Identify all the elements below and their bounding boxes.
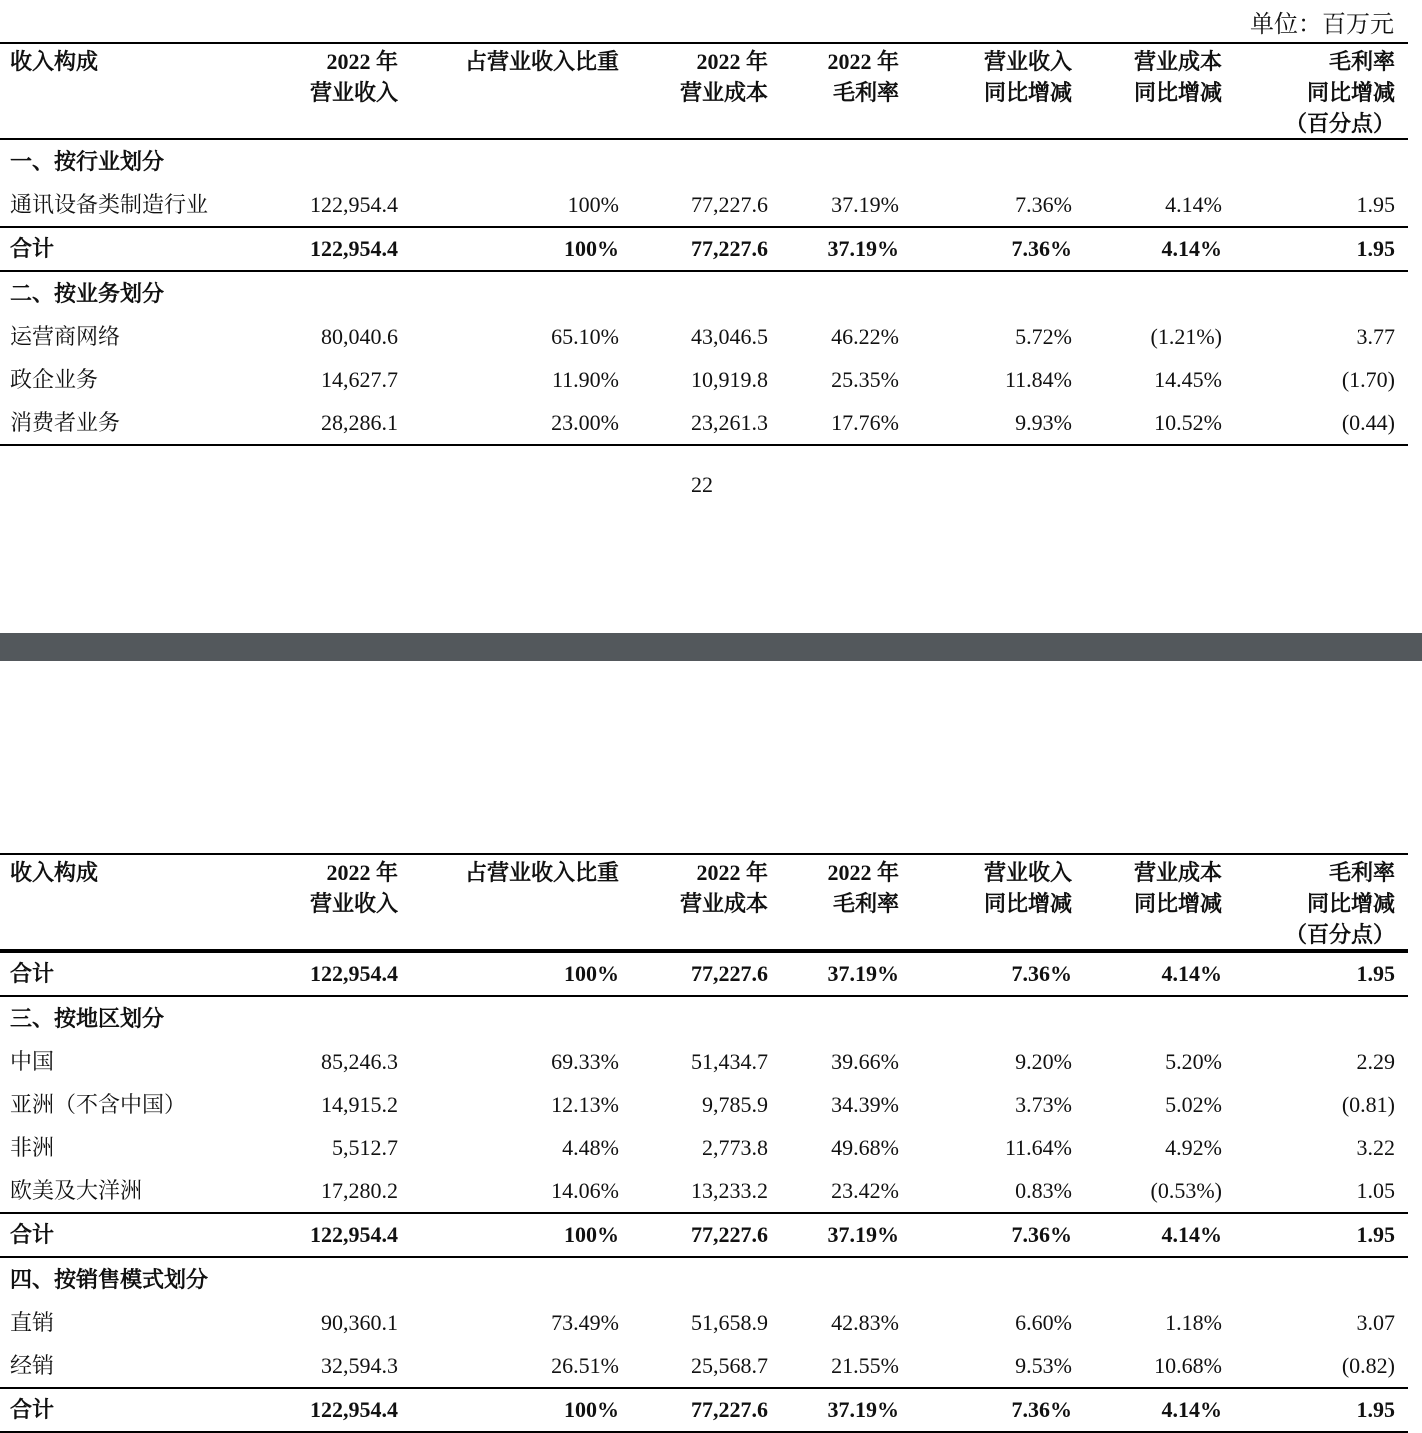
cell-revenue-yoy: 9.20% xyxy=(1015,1049,1072,1074)
cell-category: 运营商网络 xyxy=(10,324,121,349)
cell-gross-margin-yoy: 1.95 xyxy=(1356,236,1395,261)
cell-revenue-yoy: 9.93% xyxy=(1015,410,1072,435)
cell-category: 合计 xyxy=(10,1397,55,1422)
cell-category: 合计 xyxy=(10,236,55,261)
cell-cost-yoy: 4.14% xyxy=(1161,1397,1222,1422)
cell-cost-yoy: 4.14% xyxy=(1165,192,1222,217)
cell-revenue-yoy: 0.83% xyxy=(1015,1178,1072,1203)
table-row xyxy=(0,183,1408,226)
cell-revenue-yoy: 9.53% xyxy=(1015,1353,1072,1378)
cell-gross-margin-yoy: (1.70) xyxy=(1341,367,1395,392)
cell-revenue-yoy: 11.84% xyxy=(1004,367,1072,392)
cell-revenue-2022: 28,286.1 xyxy=(321,410,398,435)
cell-category: 欧美及大洋洲 xyxy=(10,1178,143,1203)
cell-cost-yoy: 10.68% xyxy=(1154,1353,1222,1378)
header-revenue-share xyxy=(465,46,619,77)
table-row xyxy=(0,1169,1408,1212)
header-gross-margin-yoy xyxy=(1285,46,1395,139)
cell-revenue-share: 65.10% xyxy=(551,324,619,349)
total-row xyxy=(0,1387,1408,1433)
cell-category: 经销 xyxy=(10,1353,55,1378)
cell-revenue-yoy: 11.64% xyxy=(1004,1135,1072,1160)
header-line: 营业收入 xyxy=(309,891,398,916)
cell-revenue-share: 23.00% xyxy=(551,410,619,435)
cell-cost-yoy: (1.21%) xyxy=(1150,324,1222,349)
cell-revenue-share: 100% xyxy=(567,192,619,217)
cell-revenue-share: 11.90% xyxy=(551,367,619,392)
cell-revenue-share: 100% xyxy=(564,1222,619,1247)
table-row xyxy=(0,401,1408,446)
cell-gross-margin-yoy: 1.95 xyxy=(1356,1222,1395,1247)
header-line: 2022 年 xyxy=(827,860,899,885)
cell-cost-2022: 77,227.6 xyxy=(691,1222,768,1247)
header-line: 收入构成 xyxy=(10,49,99,74)
header-line: 同比增减 xyxy=(983,80,1072,105)
cell-category: 中国 xyxy=(10,1049,55,1074)
section-row xyxy=(0,140,1408,183)
header-line: 2022 年 xyxy=(827,49,899,74)
cell-revenue-2022: 122,954.4 xyxy=(310,961,398,986)
cell-gross-margin-yoy: 3.07 xyxy=(1356,1310,1395,1335)
header-line: 毛利率 xyxy=(1328,860,1395,885)
cell-revenue-2022: 5,512.7 xyxy=(332,1135,398,1160)
table-body xyxy=(0,951,1408,1433)
cell-revenue-yoy: 7.36% xyxy=(1011,1222,1072,1247)
header-line: 毛利率 xyxy=(832,891,899,916)
header-line: 营业收入 xyxy=(983,49,1072,74)
header-cost-2022 xyxy=(680,46,768,108)
cell-revenue-yoy: 7.36% xyxy=(1015,192,1072,217)
cell-category: 亚洲（不含中国） xyxy=(10,1092,187,1117)
header-line: 2022 年 xyxy=(326,49,398,74)
cell-cost-yoy: 5.02% xyxy=(1165,1092,1222,1117)
cell-category: 通讯设备类制造行业 xyxy=(10,192,209,217)
cell-revenue-2022: 122,954.4 xyxy=(310,1397,398,1422)
header-line: 2022 年 xyxy=(696,49,768,74)
cell-gross-margin-2022: 46.22% xyxy=(831,324,899,349)
cell-cost-yoy: 1.18% xyxy=(1165,1310,1222,1335)
cell-gross-margin-yoy: (0.81) xyxy=(1341,1092,1395,1117)
cell-cost-yoy: 5.20% xyxy=(1165,1049,1222,1074)
cell-category: 四、按销售模式划分 xyxy=(10,1267,209,1292)
header-revenue-share xyxy=(465,857,619,888)
table-row xyxy=(0,1083,1408,1126)
cell-revenue-2022: 122,954.4 xyxy=(310,192,398,217)
cell-category: 非洲 xyxy=(10,1135,55,1160)
cell-gross-margin-2022: 42.83% xyxy=(831,1310,899,1335)
header-line: 占营业收入比重 xyxy=(464,49,619,74)
cell-gross-margin-yoy: 1.95 xyxy=(1356,192,1395,217)
header-gross-margin-yoy xyxy=(1285,857,1395,950)
total-row xyxy=(0,1212,1408,1258)
cell-revenue-yoy: 7.36% xyxy=(1011,961,1072,986)
cell-revenue-share: 12.13% xyxy=(551,1092,619,1117)
cell-revenue-2022: 122,954.4 xyxy=(310,236,398,261)
total-row xyxy=(0,951,1408,997)
cell-revenue-share: 26.51% xyxy=(551,1353,619,1378)
cell-gross-margin-2022: 21.55% xyxy=(831,1353,899,1378)
page-divider xyxy=(0,633,1422,661)
cell-category: 直销 xyxy=(10,1310,55,1335)
table-row xyxy=(0,1126,1408,1169)
header-line: 同比增减 xyxy=(1306,80,1395,105)
header-line: 营业成本 xyxy=(679,891,768,916)
cell-revenue-share: 100% xyxy=(564,961,619,986)
cell-revenue-yoy: 7.36% xyxy=(1011,236,1072,261)
cell-revenue-yoy: 5.72% xyxy=(1015,324,1072,349)
page-number: 22 xyxy=(691,472,713,497)
cell-cost-yoy: 4.14% xyxy=(1161,236,1222,261)
header-line: 营业成本 xyxy=(1133,49,1222,74)
cell-cost-yoy: 4.14% xyxy=(1161,961,1222,986)
cell-revenue-yoy: 7.36% xyxy=(1011,1397,1072,1422)
cell-gross-margin-2022: 17.76% xyxy=(831,410,899,435)
cell-cost-2022: 51,434.7 xyxy=(691,1049,768,1074)
header-category xyxy=(10,46,98,77)
header-category xyxy=(10,857,98,888)
header-line: 营业成本 xyxy=(679,80,768,105)
cell-cost-yoy: 14.45% xyxy=(1154,367,1222,392)
cell-revenue-2022: 14,627.7 xyxy=(321,367,398,392)
cell-revenue-2022: 90,360.1 xyxy=(321,1310,398,1335)
header-line: 毛利率 xyxy=(832,80,899,105)
cell-gross-margin-2022: 23.42% xyxy=(831,1178,899,1203)
table-row xyxy=(0,1301,1408,1344)
cell-cost-yoy: (0.53%) xyxy=(1150,1178,1222,1203)
section-row xyxy=(0,997,1408,1040)
cell-category: 二、按业务划分 xyxy=(10,281,165,306)
table-row xyxy=(0,1344,1408,1387)
header-line: 同比增减 xyxy=(1133,891,1222,916)
header-gross-margin-2022 xyxy=(827,46,899,108)
cell-revenue-2022: 17,280.2 xyxy=(321,1178,398,1203)
cell-gross-margin-2022: 37.19% xyxy=(827,236,899,261)
header-line: 营业成本 xyxy=(1133,860,1222,885)
cell-gross-margin-2022: 34.39% xyxy=(831,1092,899,1117)
cell-cost-2022: 77,227.6 xyxy=(691,236,768,261)
cell-gross-margin-yoy: (0.44) xyxy=(1341,410,1395,435)
section-row xyxy=(0,1258,1408,1301)
cell-gross-margin-yoy: 1.95 xyxy=(1356,961,1395,986)
cell-gross-margin-2022: 39.66% xyxy=(831,1049,899,1074)
cell-category: 一、按行业划分 xyxy=(10,149,165,174)
cell-gross-margin-2022: 37.19% xyxy=(827,961,899,986)
cell-cost-yoy: 4.14% xyxy=(1161,1222,1222,1247)
cell-cost-yoy: 4.92% xyxy=(1165,1135,1222,1160)
cell-category: 合计 xyxy=(10,961,55,986)
cell-gross-margin-yoy: 2.29 xyxy=(1356,1049,1395,1074)
table-header xyxy=(0,42,1408,140)
cell-revenue-yoy: 3.73% xyxy=(1015,1092,1072,1117)
cell-gross-margin-yoy: 1.05 xyxy=(1356,1178,1395,1203)
header-line: （百分点） xyxy=(1284,922,1395,947)
header-cost-2022 xyxy=(680,857,768,919)
unit-label: 单位：百万元 xyxy=(1250,12,1394,38)
table-row xyxy=(0,315,1408,358)
total-row xyxy=(0,226,1408,272)
cell-cost-2022: 2,773.8 xyxy=(702,1135,768,1160)
cell-cost-2022: 77,227.6 xyxy=(691,1397,768,1422)
header-line: 营业收入 xyxy=(983,860,1072,885)
cell-gross-margin-yoy: 3.22 xyxy=(1356,1135,1395,1160)
header-line: 2022 年 xyxy=(326,860,398,885)
header-line: 2022 年 xyxy=(696,860,768,885)
cell-gross-margin-2022: 49.68% xyxy=(831,1135,899,1160)
cell-revenue-share: 4.48% xyxy=(562,1135,619,1160)
cell-cost-2022: 23,261.3 xyxy=(691,410,768,435)
header-revenue-yoy xyxy=(984,857,1072,919)
cell-category: 合计 xyxy=(10,1222,55,1247)
cell-revenue-share: 14.06% xyxy=(551,1178,619,1203)
cell-revenue-share: 100% xyxy=(564,236,619,261)
header-line: （百分点） xyxy=(1284,111,1395,136)
cell-cost-2022: 77,227.6 xyxy=(691,192,768,217)
header-gross-margin-2022 xyxy=(827,857,899,919)
header-line: 营业收入 xyxy=(309,80,398,105)
cell-gross-margin-2022: 37.19% xyxy=(831,192,899,217)
header-line: 同比增减 xyxy=(983,891,1072,916)
cell-revenue-2022: 32,594.3 xyxy=(321,1353,398,1378)
cell-category: 三、按地区划分 xyxy=(10,1006,165,1031)
header-line: 同比增减 xyxy=(1306,891,1395,916)
cell-revenue-2022: 14,915.2 xyxy=(321,1092,398,1117)
cell-gross-margin-2022: 37.19% xyxy=(827,1397,899,1422)
header-line: 同比增减 xyxy=(1133,80,1222,105)
cell-cost-2022: 43,046.5 xyxy=(691,324,768,349)
cell-gross-margin-2022: 25.35% xyxy=(831,367,899,392)
table-row xyxy=(0,358,1408,401)
table-body xyxy=(0,140,1408,446)
cell-cost-yoy: 10.52% xyxy=(1154,410,1222,435)
header-line: 收入构成 xyxy=(10,860,99,885)
cell-revenue-2022: 122,954.4 xyxy=(310,1222,398,1247)
cell-gross-margin-yoy: 1.95 xyxy=(1356,1397,1395,1422)
cell-revenue-share: 69.33% xyxy=(551,1049,619,1074)
table-row xyxy=(0,1040,1408,1083)
section-row xyxy=(0,272,1408,315)
cell-cost-2022: 13,233.2 xyxy=(691,1178,768,1203)
cell-cost-2022: 51,658.9 xyxy=(691,1310,768,1335)
cell-category: 政企业务 xyxy=(10,367,99,392)
header-cost-yoy xyxy=(1134,857,1222,919)
cell-cost-2022: 77,227.6 xyxy=(691,961,768,986)
table-header xyxy=(0,853,1408,951)
cell-gross-margin-2022: 37.19% xyxy=(827,1222,899,1247)
cell-revenue-2022: 85,246.3 xyxy=(321,1049,398,1074)
header-cost-yoy xyxy=(1134,46,1222,108)
cell-category: 消费者业务 xyxy=(10,410,121,435)
header-revenue-2022 xyxy=(310,857,398,919)
revenue-table-region-sales-mode xyxy=(0,853,1408,1433)
cell-revenue-share: 73.49% xyxy=(551,1310,619,1335)
cell-cost-2022: 10,919.8 xyxy=(691,367,768,392)
cell-cost-2022: 9,785.9 xyxy=(702,1092,768,1117)
header-revenue-2022 xyxy=(310,46,398,108)
cell-gross-margin-yoy: 3.77 xyxy=(1356,324,1395,349)
header-line: 毛利率 xyxy=(1328,49,1395,74)
header-revenue-yoy xyxy=(984,46,1072,108)
cell-revenue-2022: 80,040.6 xyxy=(321,324,398,349)
cell-revenue-share: 100% xyxy=(564,1397,619,1422)
cell-gross-margin-yoy: (0.82) xyxy=(1341,1353,1395,1378)
header-line: 占营业收入比重 xyxy=(464,860,619,885)
cell-cost-2022: 25,568.7 xyxy=(691,1353,768,1378)
cell-revenue-yoy: 6.60% xyxy=(1015,1310,1072,1335)
revenue-table-industry-business xyxy=(0,42,1408,446)
